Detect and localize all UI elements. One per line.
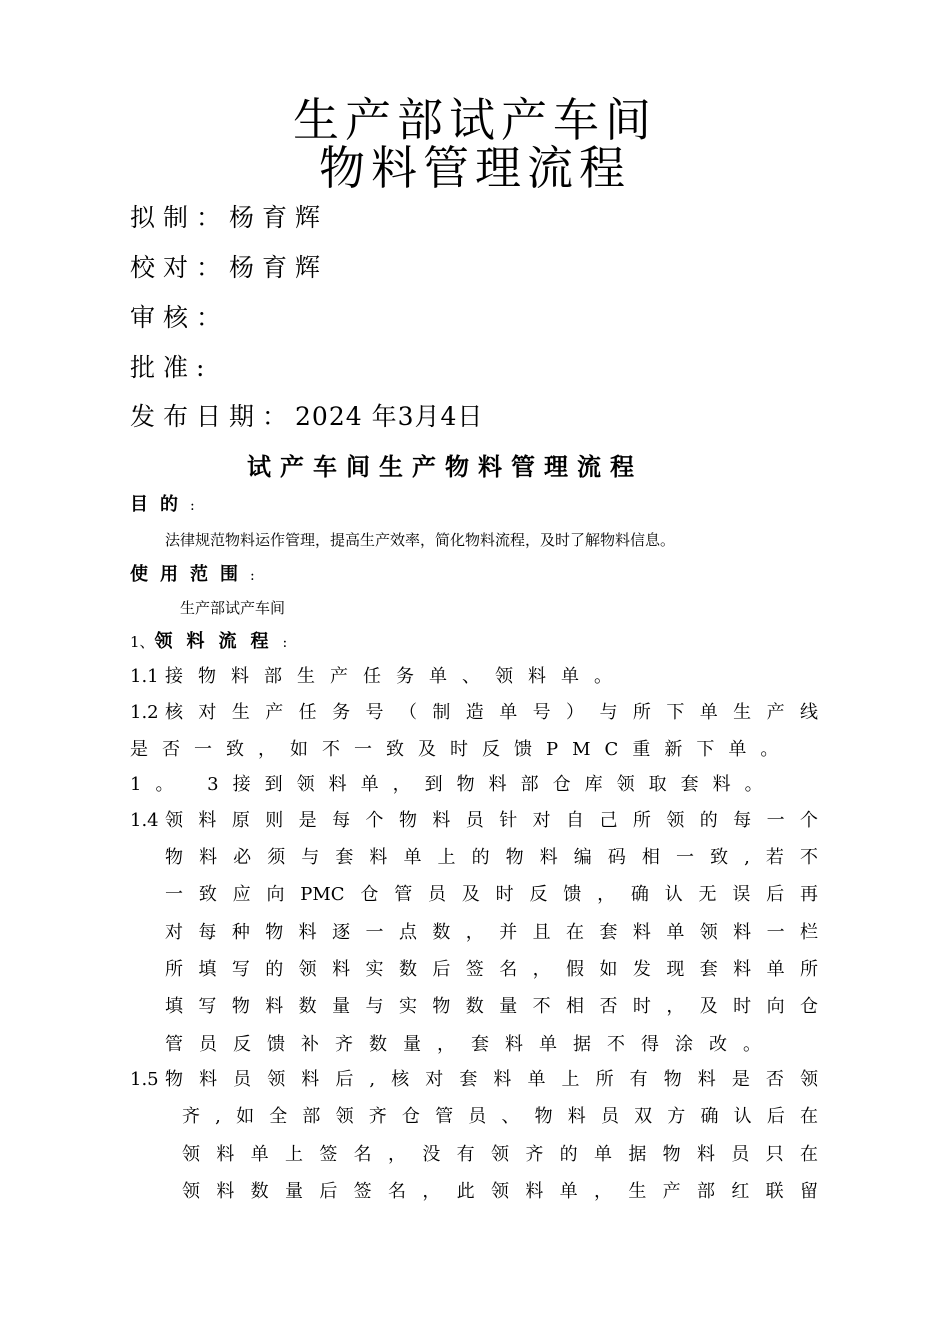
purpose-colon: : [190, 498, 195, 514]
scope-text: 生产部试产车间 [180, 599, 286, 617]
item-1-5-number: 1.5 [130, 1069, 159, 1090]
scope-heading-row [130, 566, 255, 584]
item-1-1-number: 1.1 [130, 666, 159, 687]
scope-colon: : [250, 568, 255, 584]
release-date-value: 2024 年3月4日 [295, 402, 484, 431]
drafted-by-label: 拟制： [130, 203, 230, 232]
section1-heading-row [130, 633, 287, 651]
item-1-5-line4: 领料数量后签名，此领料单，生产部红联留 [182, 1181, 818, 1202]
item-1-4-line2: 物料必须与套料单上的物料编码相一致,若不 [165, 847, 818, 868]
item-1-5-line3: 领料单上签名，没有领齐的单据物料员只在 [182, 1144, 818, 1165]
item-1-2-line1: 核对生产任务号（制造单号）与所下单生产线 [165, 702, 818, 723]
section1-heading: 领料流程 [154, 631, 283, 652]
checked-by-row [130, 255, 328, 280]
item-1-4-line1: 领料原则是每个物料员针对自己所领的每一个 [165, 810, 818, 831]
document-title: 试产车间生产物料管理流程 [247, 452, 643, 481]
cover-title-line1: 生产部试产车间 [293, 93, 657, 147]
item-1-1-line1: 接物料部生产任务单、领料单。 [165, 666, 627, 687]
item-1-5-line1: 物料员领料后,核对套料单上所有物料是否领 [165, 1069, 818, 1090]
drafted-by-row [130, 205, 328, 230]
approved-by-label: 批准: [130, 353, 213, 382]
release-date-label: 发布日期： [130, 402, 296, 431]
scope-heading: 使用范围 [130, 564, 250, 585]
checked-by-label: 校对： [130, 253, 230, 282]
purpose-heading: 目的 [130, 494, 190, 515]
item-1-2-line2: 是否一致，如不一致及时反馈PMC重新下单。 [130, 739, 793, 760]
item-1-4-line5: 所填写的领料实数后签名，假如发现套料单所 [165, 959, 818, 980]
section1-colon: : [282, 635, 288, 651]
item-1-3-line1: 1。 3接到领料单，到物料部仓库领取套料。 [130, 774, 777, 795]
item-1-4-line4: 对每种物料逐一点数，并且在套料单领料一栏 [165, 922, 818, 943]
release-date-row [130, 404, 483, 429]
item-1-2-number: 1.2 [130, 702, 159, 723]
reviewed-by-label: 审核： [130, 303, 230, 332]
checked-by-value: 杨育辉 [229, 253, 329, 282]
item-1-4-line3: 一致应向PMC仓管员及时反馈，确认无误后再 [165, 884, 818, 905]
item-1-4-number: 1.4 [130, 810, 159, 831]
purpose-text: 法律规范物料运作管理，提高生产效率，简化物料流程，及时了解物料信息。 [165, 531, 676, 549]
section1-number: 1、 [130, 633, 155, 651]
item-1-4-line6: 填写物料数量与实物数量不相否时，及时向仓 [165, 996, 818, 1017]
cover-title-line2: 物料管理流程 [319, 141, 631, 195]
purpose-heading-row [130, 496, 195, 514]
item-1-4-line7: 管员反馈补齐数量，套料单据不得涂改。 [165, 1034, 777, 1055]
drafted-by-value: 杨育辉 [229, 203, 329, 232]
item-1-5-line2: 齐,如全部领齐仓管员、物料员双方确认后在 [182, 1106, 818, 1127]
